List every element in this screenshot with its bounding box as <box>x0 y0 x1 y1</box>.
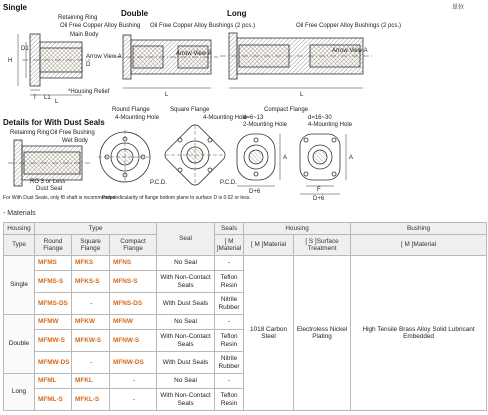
header-bushing-material: [ M ]Material <box>351 235 487 256</box>
seal-cell: No Seal <box>157 374 215 389</box>
note-perpendicularity: Perpendicularity of flange bottom plane to surface D is 0.02 or less. <box>102 195 251 201</box>
seal-material-cell: - <box>215 374 244 389</box>
code-cell[interactable]: MFKL <box>72 374 110 389</box>
code-cell[interactable]: MFKS-S <box>72 271 110 293</box>
single-heading: Single <box>3 3 28 12</box>
callout-dust-bushing: Oil Free Bushing <box>50 130 95 136</box>
housing-treatment-cell: Electroless Nickel Plating <box>294 256 351 411</box>
callout-dust-seal: Dust Seal <box>36 186 63 192</box>
housing-material-cell: 1018 Carbon Steel <box>244 256 294 411</box>
header-housing-treatment: [ S ]Surface Treatment <box>294 235 351 256</box>
callout-arrow-a3: Arrow View A <box>332 48 368 54</box>
long-drawing <box>220 33 372 88</box>
callout-retaining-ring: Retaining Ring <box>58 15 98 21</box>
compact-mount-hole-4: 4-Mounting Hole <box>308 122 353 128</box>
round-flange-label: Round Flange <box>112 107 150 113</box>
seal-material-cell: Teflon Resin <box>215 389 244 411</box>
header-bushing-group: Bushing <box>351 223 487 235</box>
callout-arrow-a1: Arrow View A <box>86 54 122 60</box>
seal-material-cell: - <box>215 256 244 271</box>
d6-label-2: D+6 <box>313 196 325 202</box>
d-range-2: d=16~30 <box>308 115 332 121</box>
callout-dust-retaining: Retaining Ring <box>10 130 50 136</box>
dim-A-1: A <box>283 155 288 161</box>
code-cell[interactable]: - <box>110 389 157 411</box>
d6-label-1: D+6 <box>249 189 261 195</box>
square-mount-hole: 4-Mounting Hole <box>203 115 248 121</box>
code-cell[interactable]: MFMS <box>35 256 72 271</box>
code-cell[interactable]: MFNS-S <box>110 271 157 293</box>
pcd-label-1: P.C.D. <box>150 180 167 186</box>
seal-material-cell: Teflon Resin <box>215 271 244 293</box>
code-cell[interactable]: MFML <box>35 374 72 389</box>
code-cell[interactable]: MFKL-S <box>72 389 110 411</box>
unit-label: 単位 <box>452 5 465 11</box>
header-seals-material: [ M ]Material <box>215 235 244 256</box>
seal-cell: With Non-Contact Seals <box>157 389 215 411</box>
note-dust: For With Dust Seals, only f8 shaft is recommended. <box>3 195 117 201</box>
dim-D1: D1 <box>21 46 29 52</box>
single-drawing <box>18 34 90 95</box>
code-cell[interactable]: MFMW-S <box>35 330 72 352</box>
header-seals-group: Seals <box>215 223 244 235</box>
callout-bushing-long: Oil Free Copper Alloy Bushings (2 pcs.) <box>296 23 402 29</box>
compact-flange-view-large <box>300 134 346 194</box>
header-round-flange: Round Flange <box>35 235 72 256</box>
dim-A-2: A <box>349 155 354 161</box>
materials-table <box>3 222 487 411</box>
callout-main-body: Main Body <box>70 32 99 38</box>
compact-flange-label: Compact Flange <box>264 107 309 113</box>
dim-L-double: L <box>165 92 169 98</box>
dim-L-long: L <box>300 92 304 98</box>
double-drawing <box>115 35 218 88</box>
callout-bushing-double: Oil Free Copper Alloy Bushings (2 pcs.) <box>150 23 256 29</box>
callout-dust-lens: RO 3 or Less <box>30 179 66 185</box>
seal-material-cell: Teflon Resin <box>215 330 244 352</box>
compact-mount-hole-2: 2-Mounting Hole <box>243 122 288 128</box>
code-cell[interactable]: - <box>72 352 110 374</box>
callout-dust-body: Wet Body <box>62 138 88 144</box>
dim-F: F <box>317 187 321 193</box>
code-cell[interactable]: MFNS-DS <box>110 293 157 315</box>
seal-cell: No Seal <box>157 315 215 330</box>
code-cell[interactable]: MFNW-S <box>110 330 157 352</box>
bushing-material-cell: High Tensile Brass Alloy Solid Lubricant Embedded <box>351 256 487 411</box>
compact-flange-view-small <box>237 134 280 186</box>
callout-housing-relief: *Housing Relief <box>68 89 110 95</box>
dim-T: T <box>33 95 37 101</box>
dim-L: L <box>55 99 59 105</box>
square-flange-view <box>162 122 227 187</box>
group-single: Single <box>4 256 35 315</box>
seal-cell: With Non-Contact Seals <box>157 330 215 352</box>
code-cell[interactable]: MFKW <box>72 315 110 330</box>
long-heading: Long <box>227 9 247 18</box>
header-seal: Seal <box>157 223 215 256</box>
code-cell[interactable]: - <box>72 293 110 315</box>
group-long: Long <box>4 374 35 411</box>
dust-heading: Details for With Dust Seals <box>3 118 105 127</box>
code-cell[interactable]: MFKS <box>72 256 110 271</box>
materials-title: - Materials <box>3 210 36 217</box>
square-flange-label: Square Flange <box>170 107 210 113</box>
group-double: Double <box>4 315 35 374</box>
round-mount-hole: 4-Mounting Hole <box>115 115 160 121</box>
header-housing: Housing <box>4 223 35 235</box>
table-row <box>4 256 487 271</box>
seal-material-cell: - <box>215 315 244 330</box>
header-compact-flange: Compact Flange <box>110 235 157 256</box>
d-range-1: d=6~13 <box>243 115 264 121</box>
callout-bushing-single: Oil Free Copper Alloy Bushing <box>60 23 141 29</box>
header-square-flange: Square Flange <box>72 235 110 256</box>
dim-H: H <box>8 58 13 64</box>
pcd-label-2: P.C.D. <box>220 180 237 186</box>
code-cell[interactable]: MFKW-S <box>72 330 110 352</box>
seal-cell: No Seal <box>157 256 215 271</box>
code-cell[interactable]: MFMS-S <box>35 271 72 293</box>
header-type: Type <box>4 235 35 256</box>
code-cell[interactable]: MFML-S <box>35 389 72 411</box>
code-cell[interactable]: MFMW-DS <box>35 352 72 374</box>
seal-material-cell: Nitrile Rubber <box>215 293 244 315</box>
header-housing-material: [ M ]Material <box>244 235 294 256</box>
dim-L1: L1 <box>44 95 51 101</box>
header-type-group: Type <box>35 223 157 235</box>
header-housing-group: Housing <box>244 223 351 235</box>
technical-drawing <box>0 0 488 203</box>
code-cell[interactable]: MFNS <box>110 256 157 271</box>
dim-d-single: D <box>86 62 91 68</box>
code-cell[interactable]: MFNW <box>110 315 157 330</box>
seal-cell: With Non-Contact Seals <box>157 271 215 293</box>
code-cell[interactable]: - <box>110 374 157 389</box>
seal-cell: With Dust Seals <box>157 293 215 315</box>
seal-material-cell: Nitrile Rubber <box>215 352 244 374</box>
seal-cell: With Dust Seals <box>157 352 215 374</box>
round-flange-view <box>98 130 152 184</box>
double-heading: Double <box>121 9 149 18</box>
callout-arrow-a2: Arrow View A <box>176 51 212 57</box>
code-cell[interactable]: MFMS-DS <box>35 293 72 315</box>
code-cell[interactable]: MFMW <box>35 315 72 330</box>
code-cell[interactable]: MFNW-DS <box>110 352 157 374</box>
